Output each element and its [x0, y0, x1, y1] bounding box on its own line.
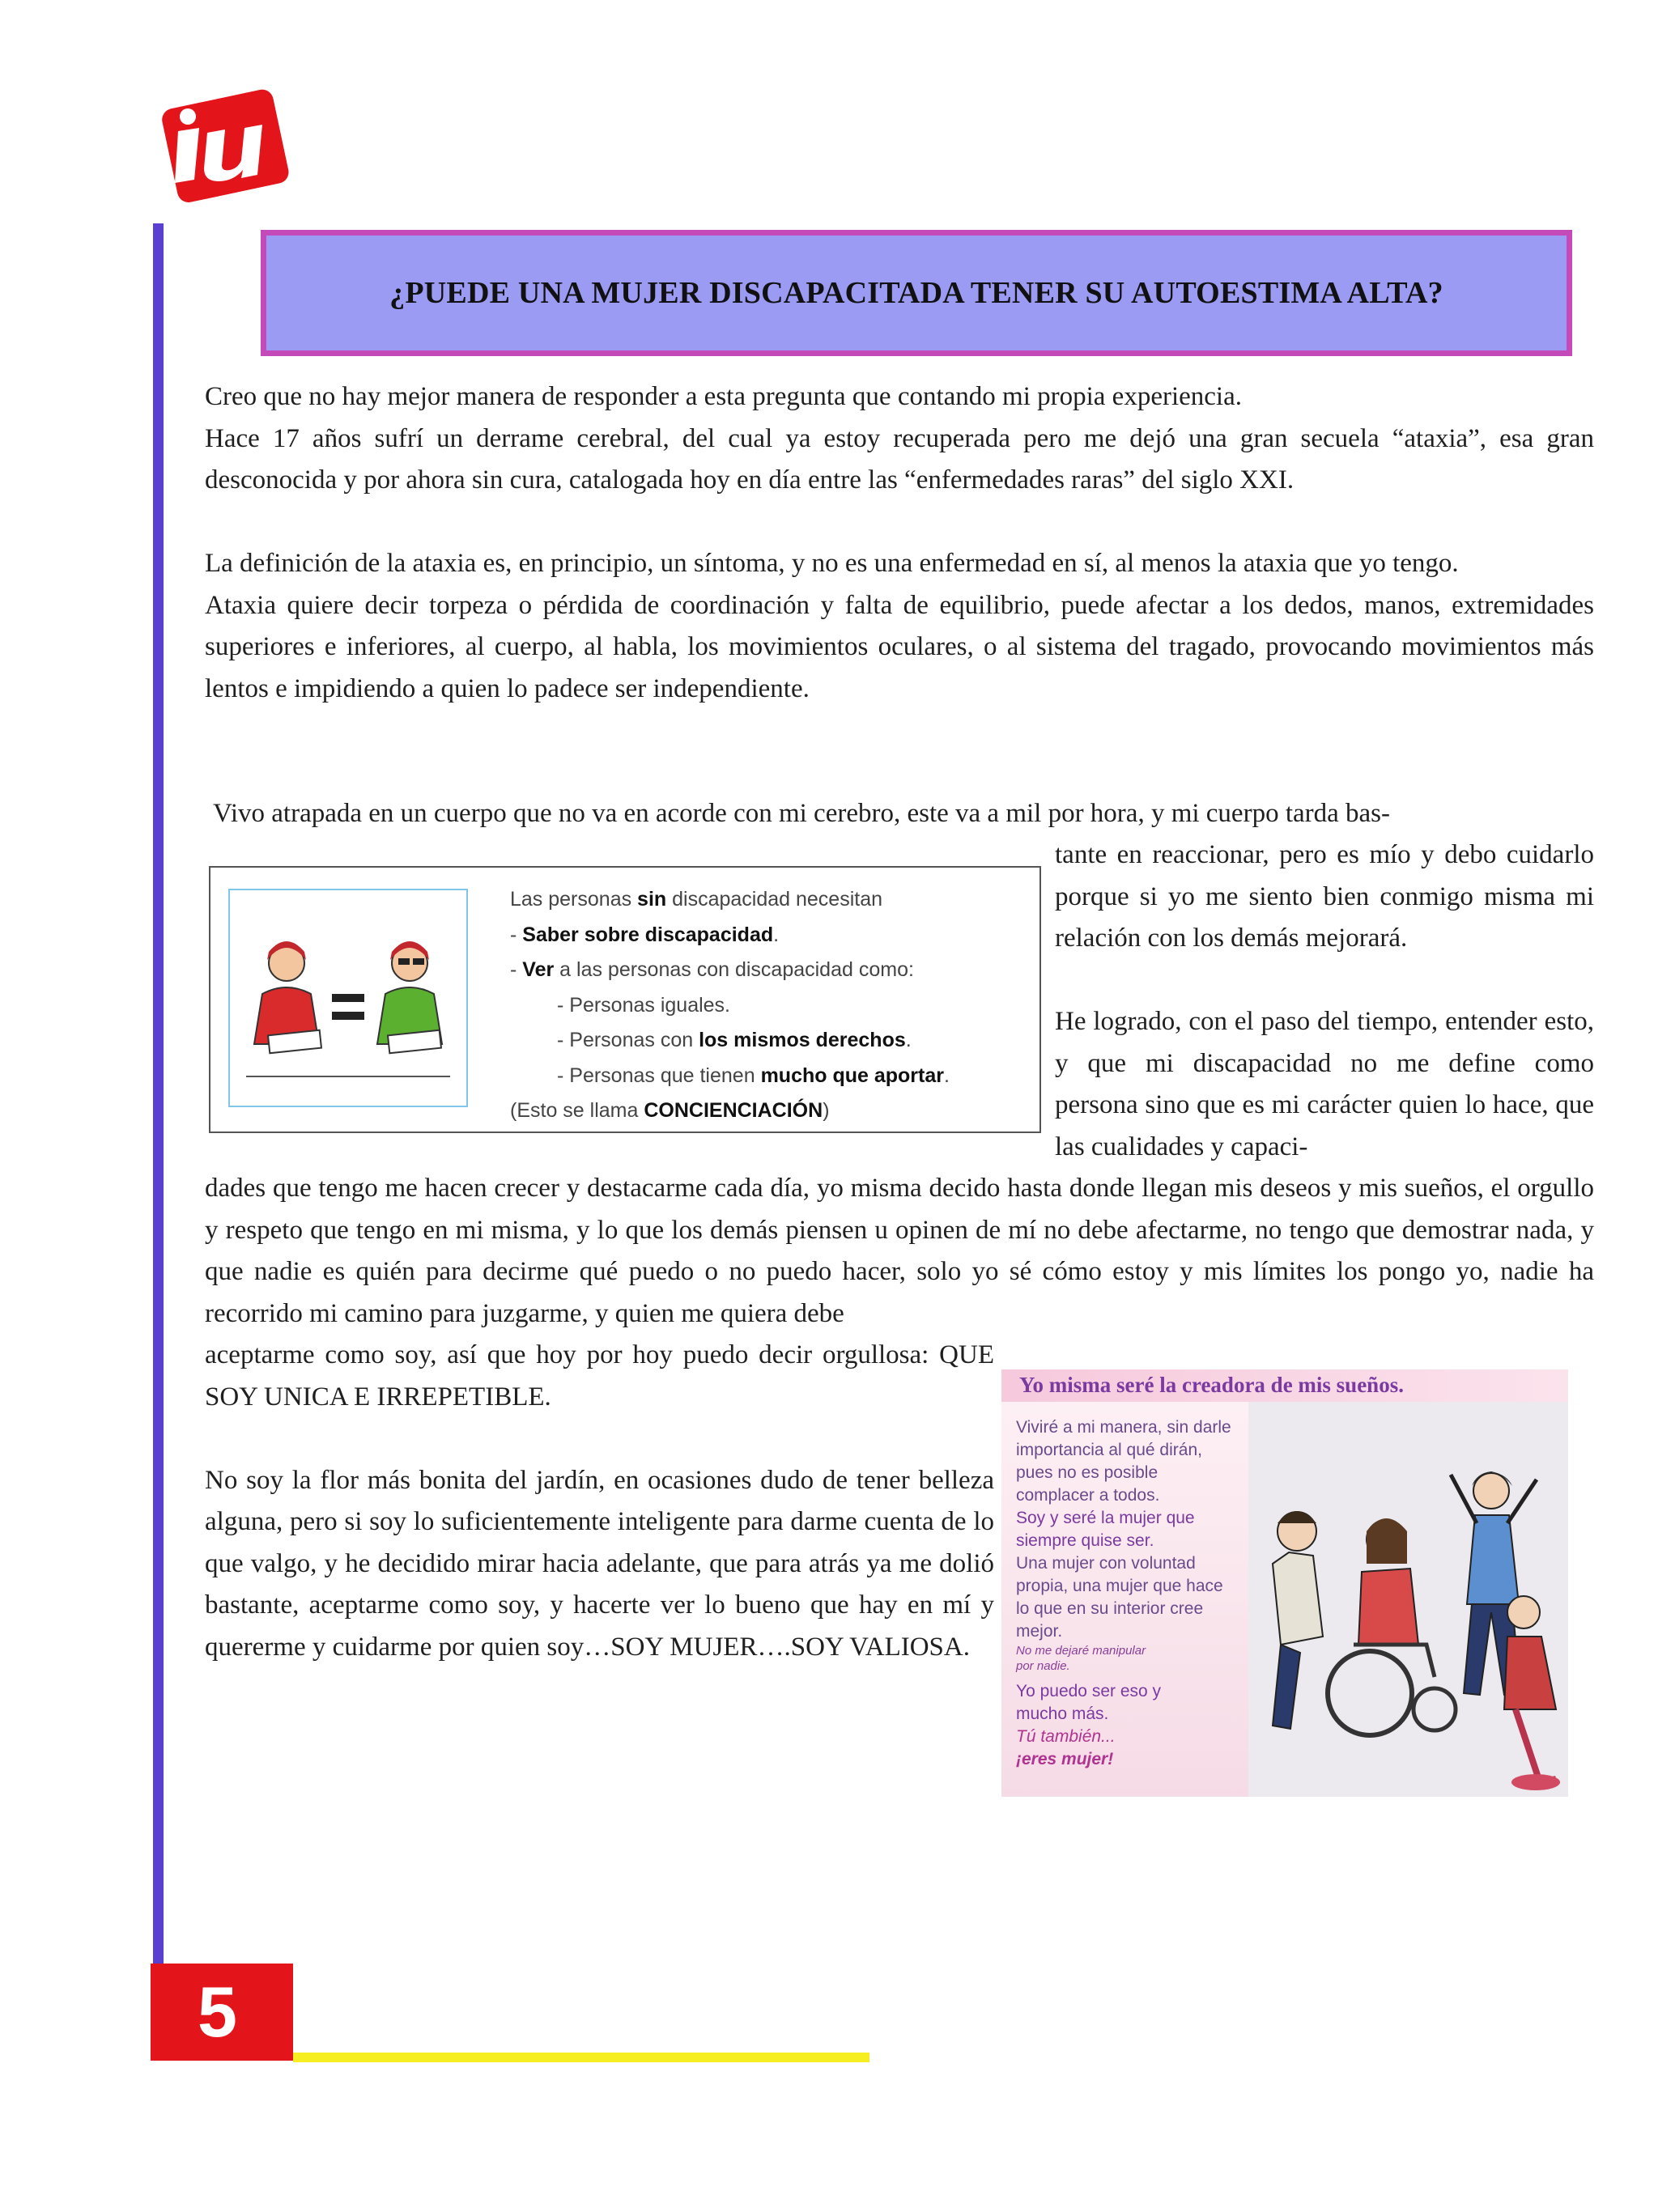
left-column-text: [205, 1335, 994, 1668]
paragraph-qualities: dades que tengo me hacen crecer y destacarme cada día, yo misma decido hasta donde llegan mis deseos y mis sueños, el orgullo y respeto que tengo en mi misma, y lo que los demás piensen u opinen de mí no debe afectarme, no tengo que demostrar nada, y que nadie es quién para decirme qué puedo o no puedo hacer, solo yo sé cómo estoy y mis límites los pongo yo, nadie ha recorrido mi camino para juzgarme, y quien me quiera debe: [205, 1174, 1594, 1328]
poster-text-6: ¡eres mujer!: [1016, 1750, 1114, 1768]
paragraph-ataxia-intro: Hace 17 años sufrí un derrame cerebral, del cual ya estoy recuperada pero me dejó una gran secuela “ataxia”, esa gran desconocida y por ahora sin cura, catalogada hoy en día entre las “enfermedades raras” del siglo XXI.: [205, 423, 1594, 495]
left-accent-bar: [153, 223, 164, 1964]
women-group-illustration: [1248, 1402, 1568, 1797]
title-box: [261, 230, 1572, 356]
awareness-item-2: - Personas con los mismos derechos.: [557, 1029, 912, 1051]
paragraph-trapped-rest: tante en reaccionar, pero es mío y debo cuidarlo porque si yo me siento bien conmigo misma mi relación con los demás mejorará.: [1055, 840, 1594, 953]
poster-text-2: Soy y seré la mujer que siempre quise ser.: [1016, 1509, 1195, 1550]
page-title: ¿PUEDE UNA MUJER DISCAPACITADA TENER SU AUTOESTIMA ALTA?: [389, 276, 1443, 310]
awareness-figure: [209, 866, 1041, 1133]
awareness-line-1: Las personas sin discapacidad necesitan: [510, 888, 883, 911]
paragraph-intro: [205, 376, 1594, 710]
poster-header: [1001, 1369, 1568, 1402]
dreams-poster: [1001, 1369, 1568, 1797]
paragraph-ataxia-meaning: Ataxia quiere decir torpeza o pérdida de coordinación y falta de equilibrio, puede afectar a los dedos, manos, extremidades superiores e inferiores, al cuerpo, al habla, los movimientos oculares, o al sistema del tragado, provocando movimientos más lentos e impidiendo a quien lo padece ser independiente.: [205, 590, 1594, 703]
awareness-footer: (Esto se llama CONCIENCIACIÓN): [510, 1099, 830, 1122]
equality-illustration: [228, 889, 468, 1107]
poster-text-3-small: No me dejaré manipular por nadie.: [1016, 1644, 1146, 1673]
iu-logo: [154, 84, 291, 206]
awareness-item-3: - Personas que tienen mucho que aportar.: [557, 1064, 950, 1087]
two-women-equal-icon: [230, 890, 466, 1106]
poster-text-5: Tú también...: [1016, 1727, 1116, 1746]
awareness-list: [510, 882, 950, 1129]
side-column-text: [1055, 834, 1594, 1168]
awareness-line-3: - Ver a las personas con discapacidad como:: [510, 958, 914, 981]
poster-text-1: Viviré a mi manera, sin darle importancia al qué dirán, pues no es posible complacer a todos.: [1016, 1418, 1231, 1505]
paragraph-valuable: No soy la flor más bonita del jardín, en ocasiones dudo de tener belleza alguna, pero si soy lo suficientemente inteligente para darme cuenta de lo que valgo, y he decidido mirar hacia adelante, que para atrás ya me dolió bastante, aceptarme como soy, y hacerte ver lo bueno que hay en mí y quererme y cuidarme por quien soy…SOY MUJER….SOY VALIOSA.: [205, 1465, 994, 1662]
poster-title: Yo misma seré la creadora de mis sueños.: [1019, 1373, 1404, 1397]
paragraph-trapped-start: Vivo atrapada en un cuerpo que no va en acorde con mi cerebro, este va a mil por hora, y mi cuerpo tarda bas-: [213, 799, 1390, 828]
paragraph-achieved: He logrado, con el paso del tiempo, entender esto, y que mi discapacidad no me define como persona sino que es mi carácter quien lo hace, que las cualidades y capaci-: [1055, 1007, 1594, 1161]
awareness-line-2: - Saber sobre discapacidad.: [510, 923, 780, 946]
paragraph-unique: aceptarme como soy, así que hoy por hoy puedo decir orgullosa: QUE SOY UNICA E IRREPETIBLE.: [205, 1340, 994, 1412]
poster-text-3: Una mujer con voluntad propia, una mujer que hace lo que en su interior cree mejor.: [1016, 1554, 1223, 1641]
paragraph-line: Creo que no hay mejor manera de responder a esta pregunta que contando mi propia experiencia.: [205, 382, 1242, 411]
awareness-item-1: - Personas iguales.: [557, 993, 731, 1017]
poster-text-4: Yo puedo ser eso y mucho más.: [1016, 1682, 1162, 1723]
poster-text-panel: [1001, 1402, 1248, 1797]
page-number: 5: [151, 1964, 293, 2061]
bottom-accent-line: [293, 2053, 869, 2062]
paragraph-definition: La definición de la ataxia es, en principio, un síntoma, y no es una enfermedad en sí, al menos la ataxia que yo tengo.: [205, 549, 1459, 578]
